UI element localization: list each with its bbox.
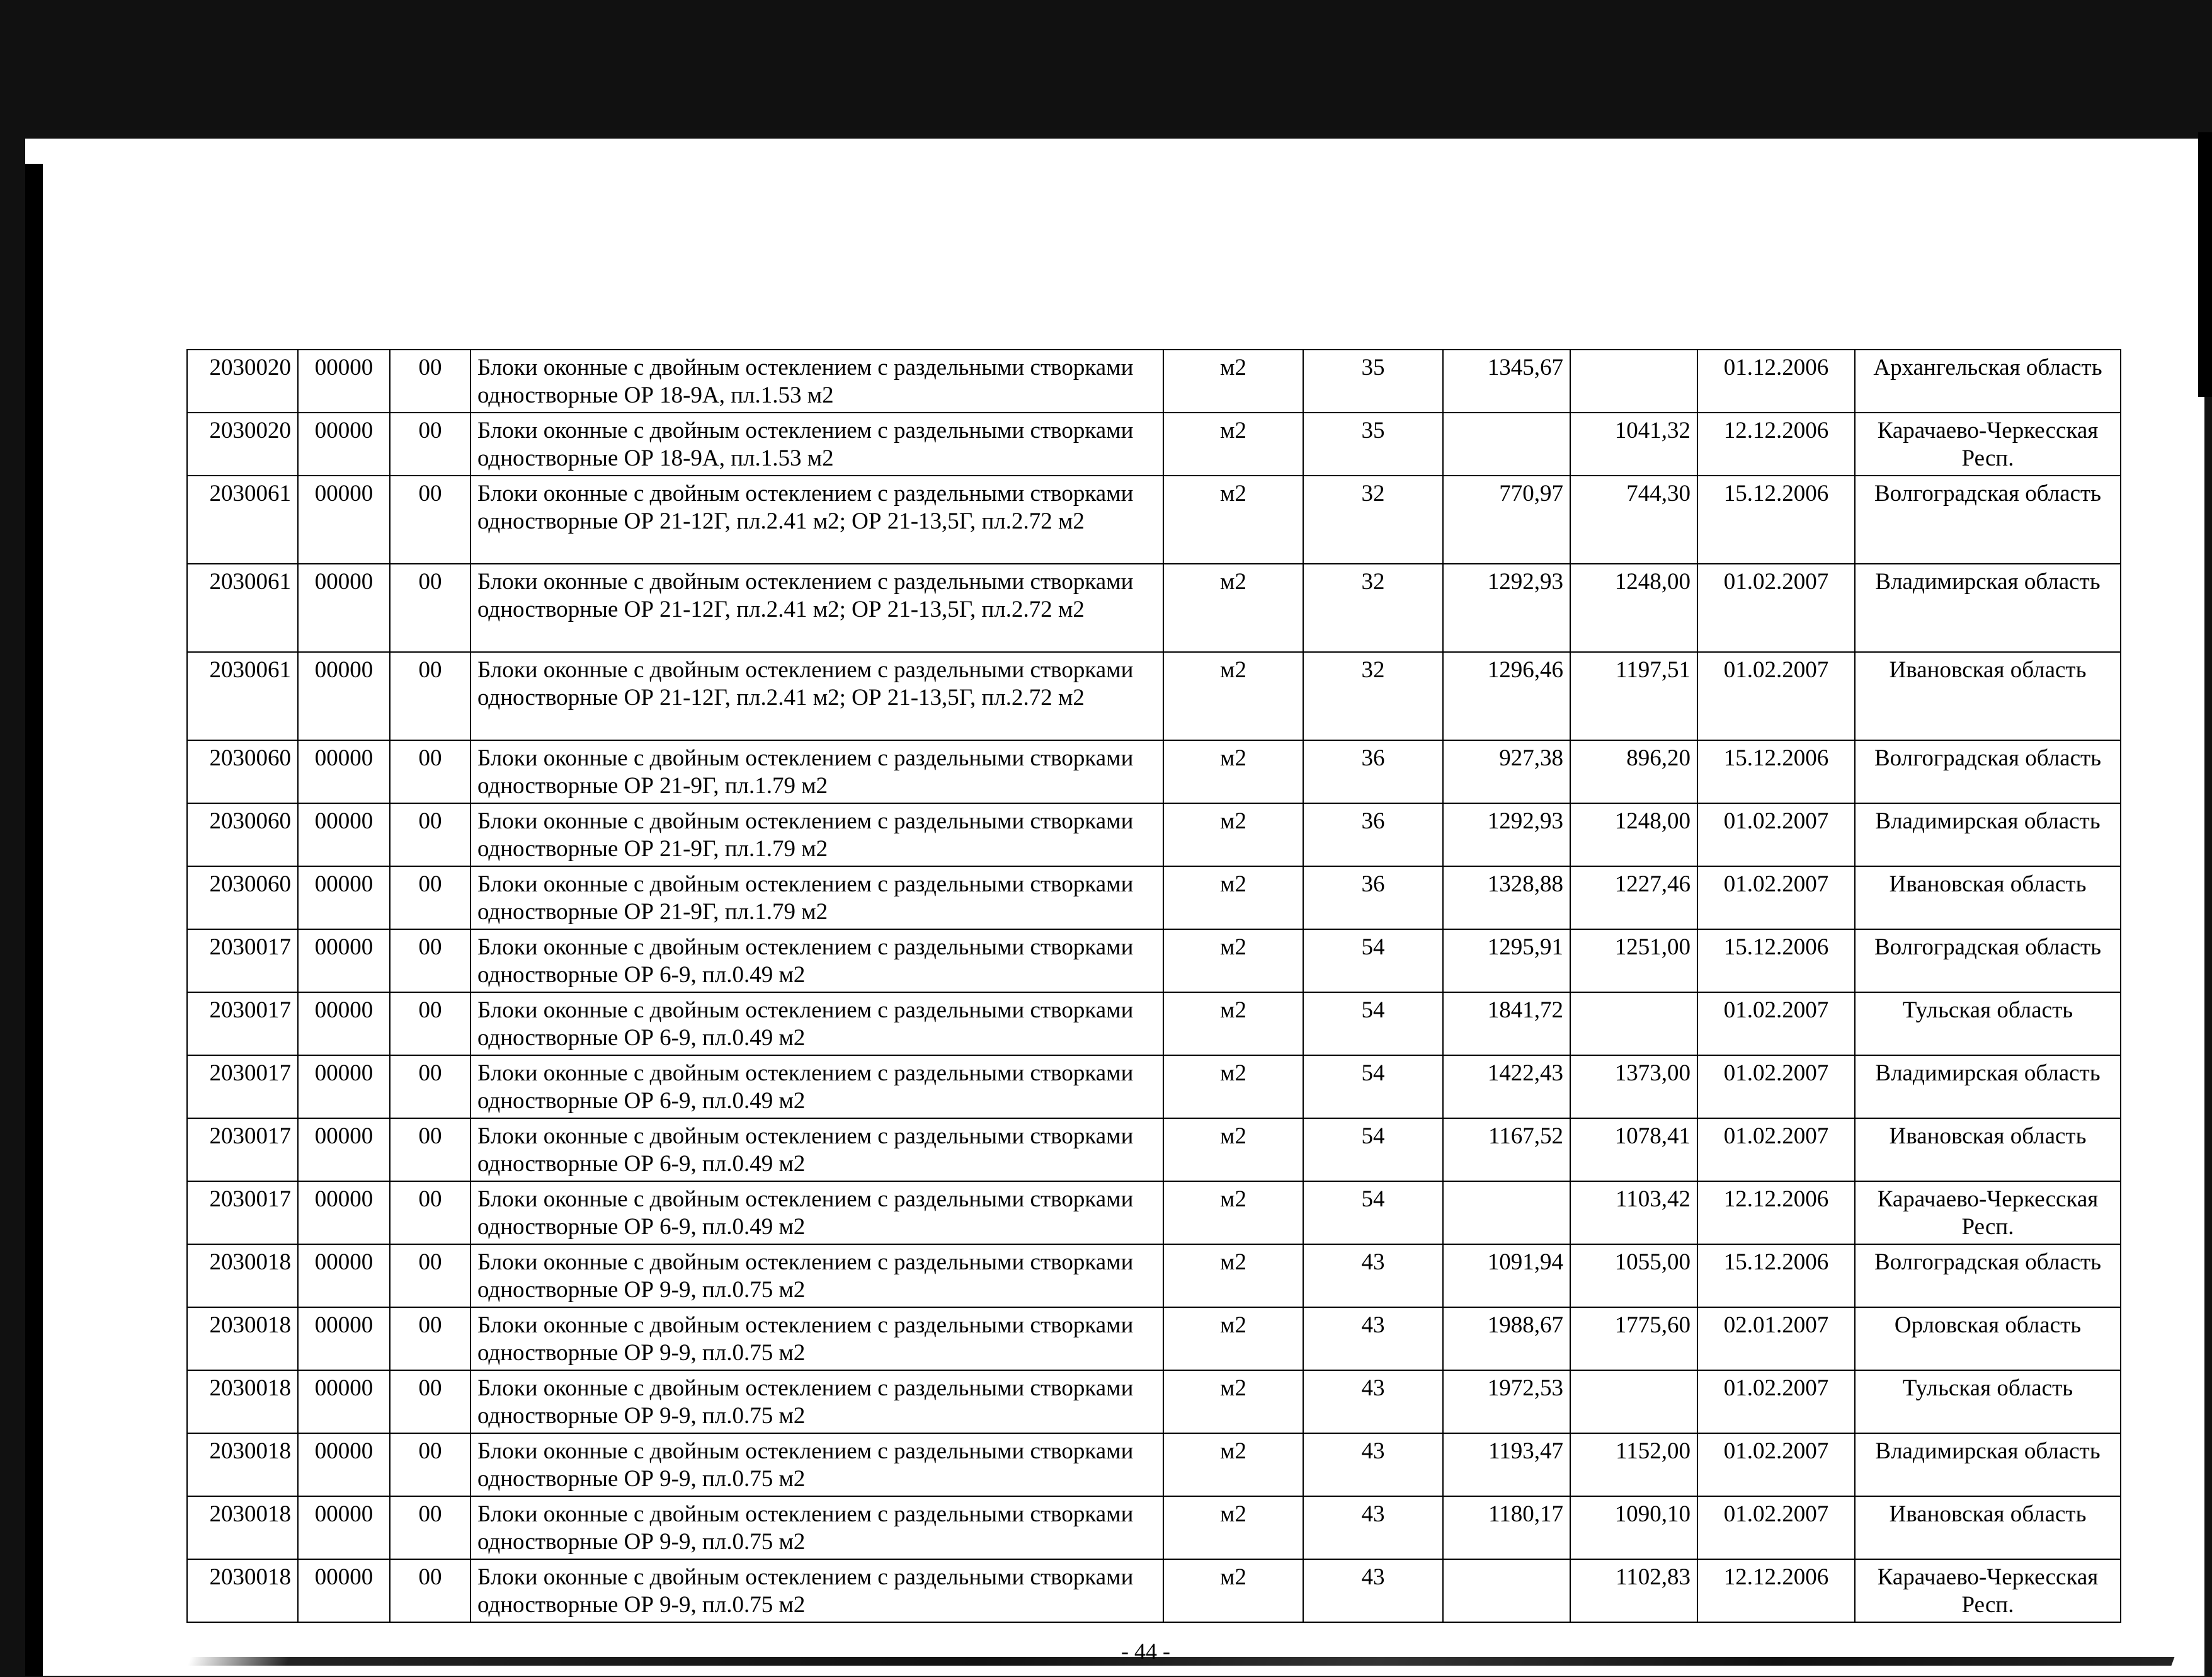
sub-code-cell: 00000: [298, 476, 390, 564]
sub-code-2-cell: 00: [390, 803, 470, 866]
item-name-cell: Блоки оконные с двойным остеклением с раздельными створками одностворные ОР 6-9, пл.0.49 м2: [470, 929, 1163, 992]
scan-bottom-streak: [187, 1657, 2174, 1666]
table-row: [187, 1370, 2121, 1433]
unit-cell: м2: [1163, 1244, 1303, 1307]
sub-code-cell: 00000: [298, 652, 390, 740]
item-code-cell: 2030061: [187, 476, 298, 564]
sub-code-2-cell: 00: [390, 866, 470, 929]
date-cell: 15.12.2006: [1697, 740, 1855, 803]
sub-code-cell: 00000: [298, 1370, 390, 1433]
price-with-vat-cell: 1841,72: [1443, 992, 1570, 1055]
table-row: [187, 1307, 2121, 1370]
price-without-vat-cell: 1041,32: [1570, 413, 1697, 476]
item-code-cell: 2030017: [187, 1055, 298, 1118]
price-with-vat-cell: 1972,53: [1443, 1370, 1570, 1433]
price-with-vat-cell: 1292,93: [1443, 803, 1570, 866]
price-without-vat-cell: [1570, 350, 1697, 413]
item-name-cell: Блоки оконные с двойным остеклением с раздельными створками одностворные ОР 21-9Г, пл.1.79 м2: [470, 866, 1163, 929]
sub-code-cell: 00000: [298, 929, 390, 992]
date-cell: 01.02.2007: [1697, 866, 1855, 929]
item-code-cell: 2030017: [187, 929, 298, 992]
sub-code-2-cell: 00: [390, 476, 470, 564]
sub-code-cell: 00000: [298, 1496, 390, 1559]
unit-cell: м2: [1163, 929, 1303, 992]
unit-cell: м2: [1163, 1118, 1303, 1181]
sub-code-2-cell: 00: [390, 1244, 470, 1307]
region-cell: Тульская область: [1855, 992, 2121, 1055]
unit-cell: м2: [1163, 413, 1303, 476]
item-name-cell: Блоки оконные с двойным остеклением с раздельными створками одностворные ОР 6-9, пл.0.49 м2: [470, 1055, 1163, 1118]
region-cell: Волгоградская область: [1855, 929, 2121, 992]
table-row: [187, 476, 2121, 564]
unit-cell: м2: [1163, 476, 1303, 564]
sub-code-cell: 00000: [298, 564, 390, 652]
price-with-vat-cell: 1345,67: [1443, 350, 1570, 413]
region-cell: Карачаево-Черкесская Респ.: [1855, 1181, 2121, 1244]
quantity-cell: 54: [1303, 929, 1443, 992]
table-row: [187, 992, 2121, 1055]
quantity-cell: 32: [1303, 652, 1443, 740]
price-without-vat-cell: 1103,42: [1570, 1181, 1697, 1244]
quantity-cell: 54: [1303, 992, 1443, 1055]
date-cell: 01.02.2007: [1697, 1496, 1855, 1559]
price-without-vat-cell: 1248,00: [1570, 564, 1697, 652]
item-code-cell: 2030018: [187, 1559, 298, 1622]
price-without-vat-cell: [1570, 992, 1697, 1055]
sub-code-2-cell: 00: [390, 1496, 470, 1559]
unit-cell: м2: [1163, 866, 1303, 929]
sub-code-cell: 00000: [298, 1055, 390, 1118]
item-code-cell: 2030020: [187, 350, 298, 413]
unit-cell: м2: [1163, 1496, 1303, 1559]
sub-code-2-cell: 00: [390, 564, 470, 652]
date-cell: 01.02.2007: [1697, 1370, 1855, 1433]
price-with-vat-cell: [1443, 1559, 1570, 1622]
sub-code-cell: 00000: [298, 1181, 390, 1244]
table-row: [187, 652, 2121, 740]
item-code-cell: 2030060: [187, 866, 298, 929]
region-cell: Карачаево-Черкесская Респ.: [1855, 413, 2121, 476]
date-cell: 01.02.2007: [1697, 803, 1855, 866]
quantity-cell: 43: [1303, 1559, 1443, 1622]
quantity-cell: 36: [1303, 803, 1443, 866]
sub-code-cell: 00000: [298, 1433, 390, 1496]
sub-code-2-cell: 00: [390, 1118, 470, 1181]
price-without-vat-cell: 1078,41: [1570, 1118, 1697, 1181]
sub-code-2-cell: 00: [390, 1559, 470, 1622]
item-code-cell: 2030017: [187, 1118, 298, 1181]
item-code-cell: 2030020: [187, 413, 298, 476]
item-name-cell: Блоки оконные с двойным остеклением с раздельными створками одностворные ОР 21-9Г, пл.1.79 м2: [470, 803, 1163, 866]
sub-code-cell: 00000: [298, 413, 390, 476]
table-row: [187, 740, 2121, 803]
sub-code-2-cell: 00: [390, 1055, 470, 1118]
item-code-cell: 2030060: [187, 740, 298, 803]
region-cell: Владимирская область: [1855, 564, 2121, 652]
price-with-vat-cell: 1295,91: [1443, 929, 1570, 992]
unit-cell: м2: [1163, 1559, 1303, 1622]
price-table: [186, 349, 2121, 1623]
price-without-vat-cell: [1570, 1370, 1697, 1433]
table-row: [187, 1181, 2121, 1244]
table-row: [187, 1496, 2121, 1559]
price-without-vat-cell: 896,20: [1570, 740, 1697, 803]
date-cell: 02.01.2007: [1697, 1307, 1855, 1370]
price-with-vat-cell: 770,97: [1443, 476, 1570, 564]
scan-right-edge: [2198, 132, 2212, 397]
quantity-cell: 32: [1303, 476, 1443, 564]
item-name-cell: Блоки оконные с двойным остеклением с раздельными створками одностворные ОР 9-9, пл.0.75 м2: [470, 1244, 1163, 1307]
item-code-cell: 2030018: [187, 1370, 298, 1433]
region-cell: Архангельская область: [1855, 350, 2121, 413]
item-code-cell: 2030061: [187, 564, 298, 652]
table-row: [187, 1559, 2121, 1622]
date-cell: 01.02.2007: [1697, 1433, 1855, 1496]
price-with-vat-cell: 1193,47: [1443, 1433, 1570, 1496]
date-cell: 01.12.2006: [1697, 350, 1855, 413]
scan-left-edge: [25, 164, 43, 1676]
price-with-vat-cell: 1296,46: [1443, 652, 1570, 740]
date-cell: 01.02.2007: [1697, 652, 1855, 740]
price-with-vat-cell: 1422,43: [1443, 1055, 1570, 1118]
quantity-cell: 36: [1303, 740, 1443, 803]
region-cell: Ивановская область: [1855, 652, 2121, 740]
item-name-cell: Блоки оконные с двойным остеклением с раздельными створками одностворные ОР 21-9Г, пл.1.79 м2: [470, 740, 1163, 803]
sub-code-cell: 00000: [298, 740, 390, 803]
item-code-cell: 2030060: [187, 803, 298, 866]
region-cell: Орловская область: [1855, 1307, 2121, 1370]
sub-code-2-cell: 00: [390, 413, 470, 476]
quantity-cell: 32: [1303, 564, 1443, 652]
sub-code-2-cell: 00: [390, 1433, 470, 1496]
quantity-cell: 54: [1303, 1181, 1443, 1244]
item-code-cell: 2030061: [187, 652, 298, 740]
price-without-vat-cell: 1102,83: [1570, 1559, 1697, 1622]
region-cell: Ивановская область: [1855, 866, 2121, 929]
date-cell: 12.12.2006: [1697, 1181, 1855, 1244]
item-name-cell: Блоки оконные с двойным остеклением с раздельными створками одностворные ОР 6-9, пл.0.49 м2: [470, 992, 1163, 1055]
price-with-vat-cell: [1443, 413, 1570, 476]
unit-cell: м2: [1163, 1307, 1303, 1370]
table-row: [187, 929, 2121, 992]
unit-cell: м2: [1163, 740, 1303, 803]
date-cell: 15.12.2006: [1697, 476, 1855, 564]
sub-code-2-cell: 00: [390, 740, 470, 803]
region-cell: Ивановская область: [1855, 1496, 2121, 1559]
price-without-vat-cell: 1251,00: [1570, 929, 1697, 992]
region-cell: Волгоградская область: [1855, 1244, 2121, 1307]
table-body: [187, 350, 2121, 1622]
region-cell: Владимирская область: [1855, 1433, 2121, 1496]
date-cell: 01.02.2007: [1697, 992, 1855, 1055]
item-name-cell: Блоки оконные с двойным остеклением с раздельными створками одностворные ОР 9-9, пл.0.75 м2: [470, 1433, 1163, 1496]
item-code-cell: 2030018: [187, 1433, 298, 1496]
quantity-cell: 43: [1303, 1370, 1443, 1433]
table-row: [187, 1244, 2121, 1307]
sub-code-2-cell: 00: [390, 1307, 470, 1370]
price-without-vat-cell: 1775,60: [1570, 1307, 1697, 1370]
date-cell: 15.12.2006: [1697, 1244, 1855, 1307]
quantity-cell: 35: [1303, 350, 1443, 413]
table-row: [187, 564, 2121, 652]
region-cell: Ивановская область: [1855, 1118, 2121, 1181]
sub-code-2-cell: 00: [390, 1181, 470, 1244]
unit-cell: м2: [1163, 652, 1303, 740]
price-with-vat-cell: 1328,88: [1443, 866, 1570, 929]
item-name-cell: Блоки оконные с двойным остеклением с раздельными створками одностворные ОР 18-9А, пл.1.53 м2: [470, 413, 1163, 476]
sub-code-2-cell: 00: [390, 929, 470, 992]
price-with-vat-cell: 1292,93: [1443, 564, 1570, 652]
item-code-cell: 2030017: [187, 1181, 298, 1244]
date-cell: 12.12.2006: [1697, 1559, 1855, 1622]
table-row: [187, 803, 2121, 866]
unit-cell: м2: [1163, 350, 1303, 413]
region-cell: Карачаево-Черкесская Респ.: [1855, 1559, 2121, 1622]
item-name-cell: Блоки оконные с двойным остеклением с раздельными створками одностворные ОР 9-9, пл.0.75 м2: [470, 1496, 1163, 1559]
table-row: [187, 350, 2121, 413]
date-cell: 15.12.2006: [1697, 929, 1855, 992]
price-without-vat-cell: 1373,00: [1570, 1055, 1697, 1118]
sub-code-cell: 00000: [298, 866, 390, 929]
date-cell: 01.02.2007: [1697, 1055, 1855, 1118]
price-without-vat-cell: 1227,46: [1570, 866, 1697, 929]
item-name-cell: Блоки оконные с двойным остеклением с раздельными створками одностворные ОР 18-9А, пл.1.53 м2: [470, 350, 1163, 413]
region-cell: Тульская область: [1855, 1370, 2121, 1433]
sub-code-2-cell: 00: [390, 992, 470, 1055]
date-cell: 01.02.2007: [1697, 1118, 1855, 1181]
region-cell: Владимирская область: [1855, 803, 2121, 866]
quantity-cell: 54: [1303, 1118, 1443, 1181]
price-without-vat-cell: 1055,00: [1570, 1244, 1697, 1307]
unit-cell: м2: [1163, 564, 1303, 652]
item-name-cell: Блоки оконные с двойным остеклением с раздельными створками одностворные ОР 6-9, пл.0.49 м2: [470, 1181, 1163, 1244]
sub-code-cell: 00000: [298, 1118, 390, 1181]
region-cell: Волгоградская область: [1855, 476, 2121, 564]
price-without-vat-cell: 1197,51: [1570, 652, 1697, 740]
price-with-vat-cell: 927,38: [1443, 740, 1570, 803]
date-cell: 12.12.2006: [1697, 413, 1855, 476]
unit-cell: м2: [1163, 1181, 1303, 1244]
price-without-vat-cell: 1090,10: [1570, 1496, 1697, 1559]
sub-code-cell: 00000: [298, 992, 390, 1055]
price-with-vat-cell: 1988,67: [1443, 1307, 1570, 1370]
page-number: - 44 -: [1121, 1639, 1170, 1664]
price-with-vat-cell: [1443, 1181, 1570, 1244]
quantity-cell: 43: [1303, 1433, 1443, 1496]
item-name-cell: Блоки оконные с двойным остеклением с раздельными створками одностворные ОР 21-12Г, пл.2.41 м2; ОР 21-13,5Г, пл.2.72 м2: [470, 652, 1163, 740]
item-code-cell: 2030018: [187, 1244, 298, 1307]
date-cell: 01.02.2007: [1697, 564, 1855, 652]
price-without-vat-cell: 1248,00: [1570, 803, 1697, 866]
quantity-cell: 43: [1303, 1244, 1443, 1307]
quantity-cell: 35: [1303, 413, 1443, 476]
sub-code-cell: 00000: [298, 350, 390, 413]
quantity-cell: 36: [1303, 866, 1443, 929]
price-with-vat-cell: 1091,94: [1443, 1244, 1570, 1307]
item-name-cell: Блоки оконные с двойным остеклением с раздельными створками одностворные ОР 9-9, пл.0.75 м2: [470, 1370, 1163, 1433]
quantity-cell: 43: [1303, 1307, 1443, 1370]
sub-code-cell: 00000: [298, 803, 390, 866]
table-row: [187, 413, 2121, 476]
table-row: [187, 866, 2121, 929]
sub-code-cell: 00000: [298, 1307, 390, 1370]
price-without-vat-cell: 744,30: [1570, 476, 1697, 564]
quantity-cell: 54: [1303, 1055, 1443, 1118]
unit-cell: м2: [1163, 1055, 1303, 1118]
item-code-cell: 2030018: [187, 1307, 298, 1370]
unit-cell: м2: [1163, 1370, 1303, 1433]
price-with-vat-cell: 1167,52: [1443, 1118, 1570, 1181]
item-name-cell: Блоки оконные с двойным остеклением с раздельными створками одностворные ОР 9-9, пл.0.75 м2: [470, 1307, 1163, 1370]
table-row: [187, 1055, 2121, 1118]
unit-cell: м2: [1163, 992, 1303, 1055]
item-name-cell: Блоки оконные с двойным остеклением с раздельными створками одностворные ОР 21-12Г, пл.2.41 м2; ОР 21-13,5Г, пл.2.72 м2: [470, 476, 1163, 564]
item-code-cell: 2030018: [187, 1496, 298, 1559]
sub-code-2-cell: 00: [390, 652, 470, 740]
item-name-cell: Блоки оконные с двойным остеклением с раздельными створками одностворные ОР 9-9, пл.0.75 м2: [470, 1559, 1163, 1622]
price-with-vat-cell: 1180,17: [1443, 1496, 1570, 1559]
table-row: [187, 1118, 2121, 1181]
region-cell: Волгоградская область: [1855, 740, 2121, 803]
item-name-cell: Блоки оконные с двойным остеклением с раздельными створками одностворные ОР 21-12Г, пл.2.41 м2; ОР 21-13,5Г, пл.2.72 м2: [470, 564, 1163, 652]
price-without-vat-cell: 1152,00: [1570, 1433, 1697, 1496]
unit-cell: м2: [1163, 1433, 1303, 1496]
sub-code-2-cell: 00: [390, 1370, 470, 1433]
table-row: [187, 1433, 2121, 1496]
quantity-cell: 43: [1303, 1496, 1443, 1559]
item-name-cell: Блоки оконные с двойным остеклением с раздельными створками одностворные ОР 6-9, пл.0.49 м2: [470, 1118, 1163, 1181]
item-code-cell: 2030017: [187, 992, 298, 1055]
sub-code-cell: 00000: [298, 1559, 390, 1622]
unit-cell: м2: [1163, 803, 1303, 866]
region-cell: Владимирская область: [1855, 1055, 2121, 1118]
sub-code-2-cell: 00: [390, 350, 470, 413]
sub-code-cell: 00000: [298, 1244, 390, 1307]
